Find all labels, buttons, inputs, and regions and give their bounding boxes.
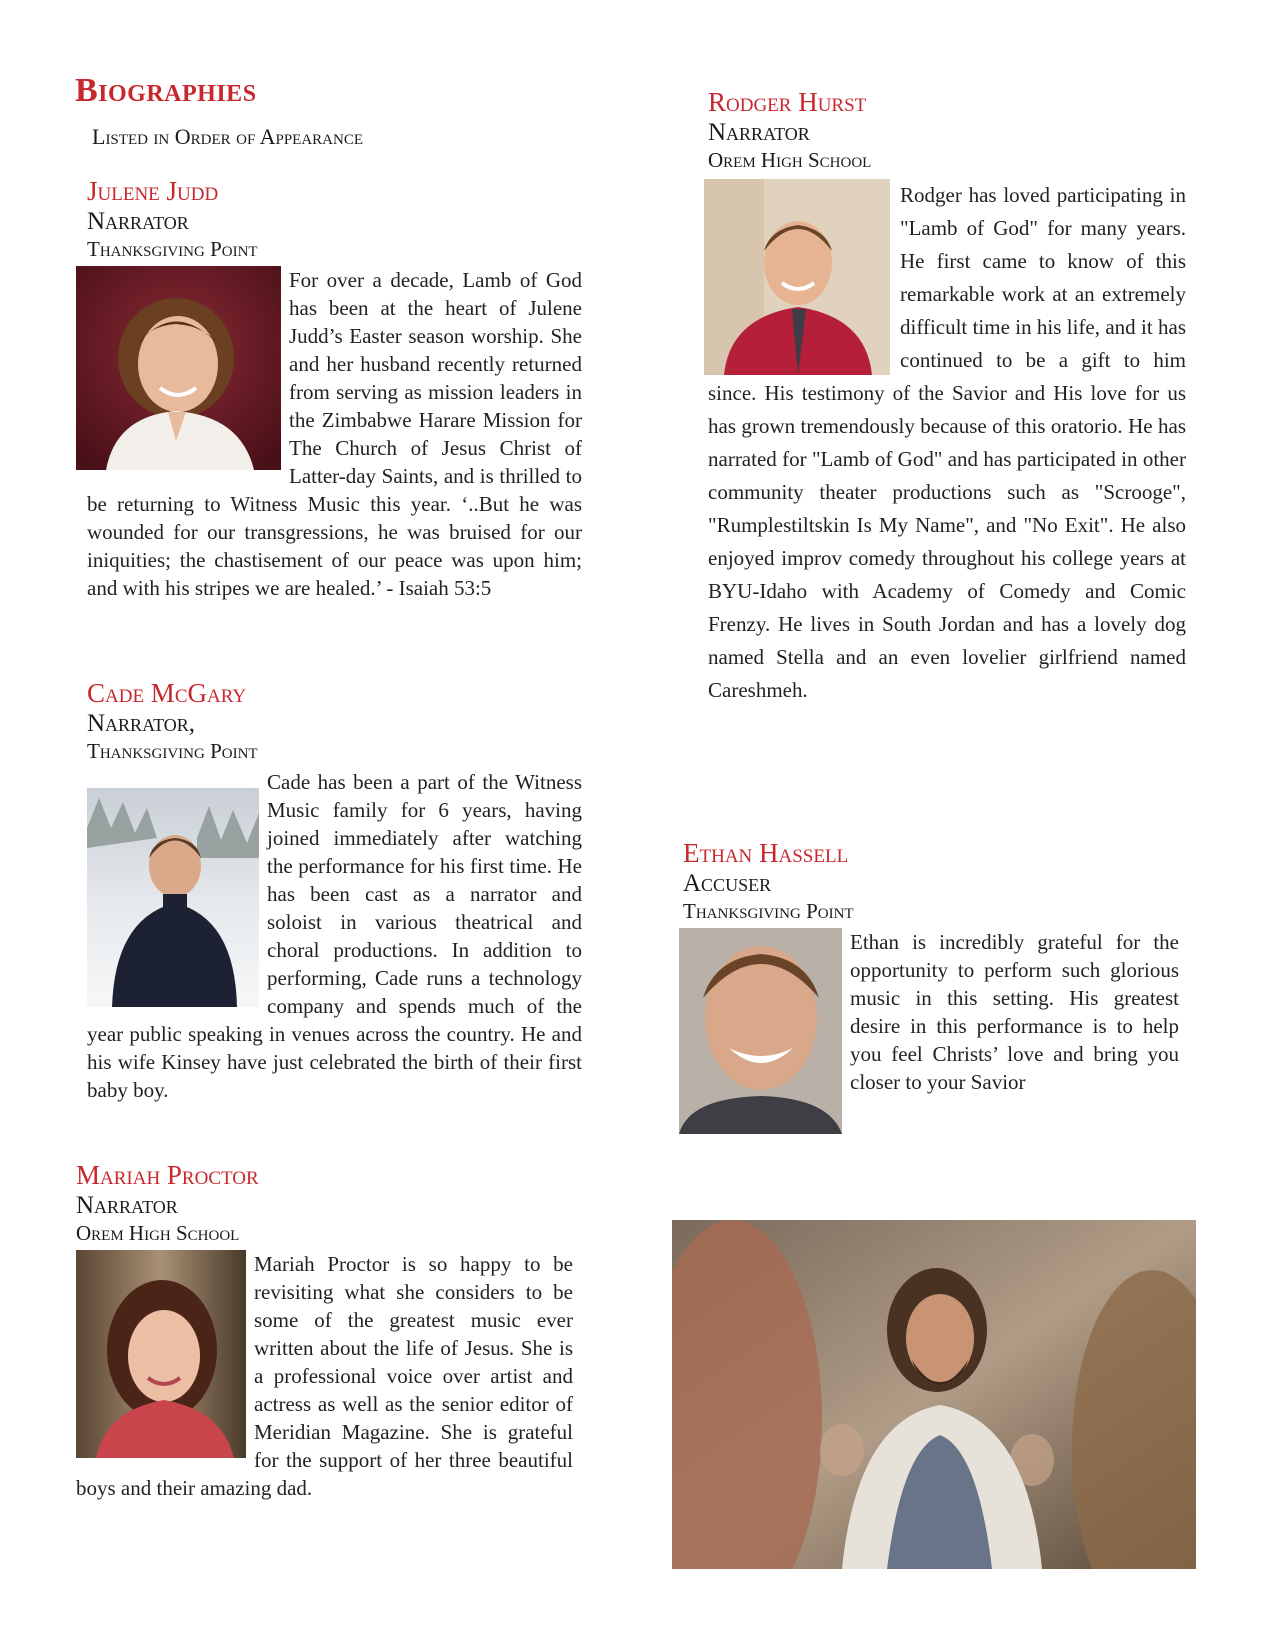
bio-text: Mariah Proctor is so happy to be revisiting what she considers to be some of the greatest music ever written about the life of Jesus. She is a professional voice over artist and actress as well as the senior editor of Meridian Magazine. She is grateful for the support of her three beautiful boys and their amazing dad. [76, 1252, 573, 1500]
bio-name: Rodger Hurst [708, 87, 867, 117]
bio-text-container [683, 928, 1179, 1096]
bio-organization: Thanksgiving Point [683, 899, 854, 923]
portrait-photo [76, 1250, 246, 1458]
bio-organization: Thanksgiving Point [87, 739, 258, 763]
bio-organization: Orem High School [708, 148, 872, 172]
bio-role: Narrator [708, 119, 810, 146]
bio-text-container [708, 179, 1186, 707]
bio-role: Narrator, [87, 710, 195, 737]
bio-cade-mcgary [87, 678, 582, 1104]
portrait-photo [704, 179, 890, 375]
bio-ethan-hassell [683, 838, 1179, 1136]
bio-organization: Thanksgiving Point [87, 237, 258, 261]
page-subtitle: Listed in Order of Appearance [92, 124, 364, 149]
bio-text-container [87, 266, 582, 602]
bio-organization: Orem High School [76, 1221, 240, 1245]
bio-role: Narrator [87, 208, 189, 235]
bio-name: Julene Judd [87, 176, 219, 206]
bio-text: Cade has been a part of the Witness Music family for 6 years, having joined immediately after watching the performance for his first time. He has been cast as a narrator and soloist in various theatrical and choral productions. In addition to performing, Cade runs a technology company and spends much of the year public speaking in venues across the country. He and his wife Kinsey have just celebrated the birth of their first baby boy. [87, 770, 582, 1102]
bio-role: Accuser [683, 870, 772, 897]
bio-text-container [76, 1250, 573, 1502]
bio-name: Cade McGary [87, 678, 247, 708]
bio-rodger-hurst [708, 87, 1186, 707]
bio-julene-judd [87, 176, 582, 602]
portrait-photo [87, 788, 259, 1007]
bio-text: Ethan is incredibly grateful for the opportunity to perform such glorious music in this setting. His greatest desire in this performance is to help you feel Christs’ love and bring you closer to your Savior [850, 930, 1179, 1094]
bio-name: Ethan Hassell [683, 838, 849, 868]
bio-mariah-proctor [76, 1160, 573, 1502]
feature-image [672, 1220, 1196, 1569]
bio-role: Narrator [76, 1192, 178, 1219]
portrait-photo [679, 928, 842, 1134]
bio-name: Mariah Proctor [76, 1160, 259, 1190]
bio-text: For over a decade, Lamb of God has been at the heart of Julene Judd’s Easter season worship. She and her husband recently returned from serving as mission leaders in the Zimbabwe Harare Mission for The Church of Jesus Christ of Latter-day Saints, and is thrilled to be returning to Witness Music this year. ‘..But he was wounded for our transgressions, he was bruised for our iniquities; the chastisement of our peace was upon him; and with his stripes we are healed.’ - Isaiah 53:5 [87, 268, 582, 600]
bio-text-container [87, 768, 582, 1104]
bio-text: Rodger has loved participating in "Lamb of God" for many years. He first came to know of this remarkable work at an extremely difficult time in his life, and it has continued to be a gift to him since. His testimony of the Savior and His love for us has grown tremendously because of this oratorio. He has narrated for "Lamb of God" and has participated in other community theater productions such as "Scrooge", "Rumplestiltskin Is My Name", and "No Exit". He also enjoyed improv comedy throughout his college years at BYU-Idaho with Academy of Comedy and Comic Frenzy. He lives in South Jordan and has a lovely dog named Stella and an even lovelier girlfriend named Careshmeh. [708, 183, 1186, 702]
page-title: Biographies [75, 72, 257, 109]
portrait-photo [76, 266, 281, 470]
